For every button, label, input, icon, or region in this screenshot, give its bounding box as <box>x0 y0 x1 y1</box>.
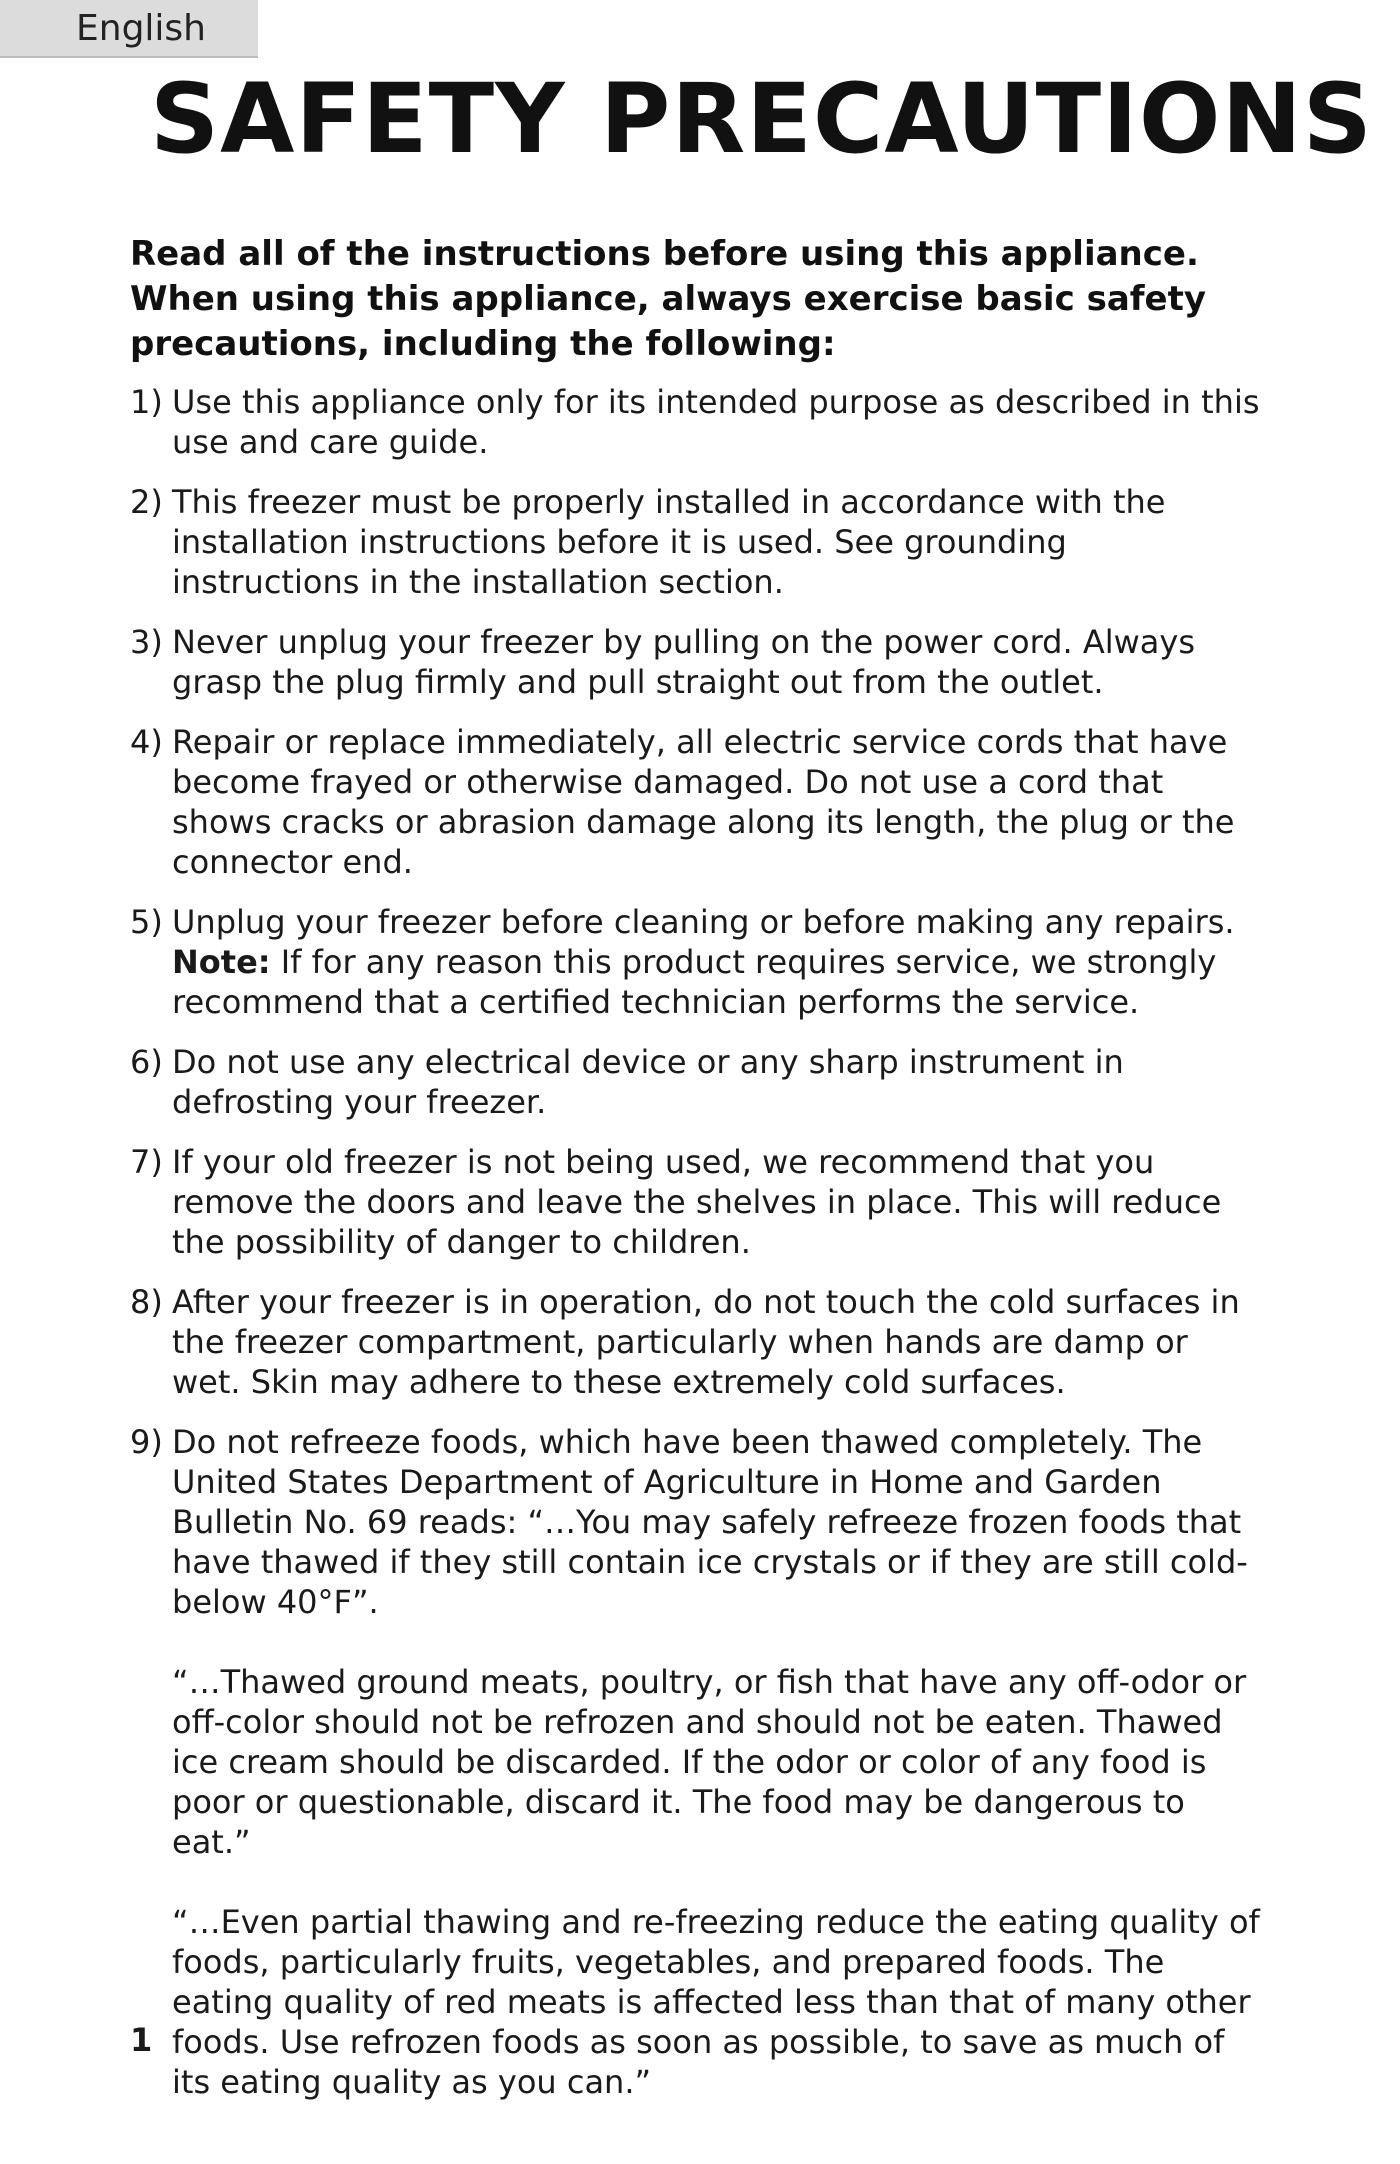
item-text: Repair or replace immediately, all electric service cords that have become frayed or otherwise damaged. Do not use a cord that shows cracks or abrasion damage along its length, the plug or the connector end. <box>172 723 1235 881</box>
item-body <box>172 902 1260 1022</box>
item-number: 6) <box>130 1043 163 1081</box>
item-text: This freezer must be properly installed in accordance with the installation instructions before it is used. See grounding instructions in the installation section. <box>172 483 1166 601</box>
list-item <box>130 902 1260 1022</box>
item-text: Do not refreeze foods, which have been thawed completely. The United States Department of Agriculture in Home and Garden Bulletin No. 69 reads: “…You may safely refreeze frozen foods that have thawed if they still contain ice crystals or if they are still cold-below 40°F”. <box>172 1423 1248 1621</box>
list-item <box>130 1422 1260 2102</box>
item-number: 4) <box>130 723 163 761</box>
list-item <box>130 1042 1260 1122</box>
intro-text: Read all of the instructions before using this appliance. When using this appliance, always exercise basic safety precautions, including the following: <box>130 234 1207 364</box>
item-text: Never unplug your freezer by pulling on the power cord. Always grasp the plug firmly and pull straight out from the outlet. <box>172 623 1195 701</box>
item-number: 3) <box>130 623 163 661</box>
item-number: 1) <box>130 383 163 421</box>
list-item <box>130 622 1260 702</box>
note-label: Note: <box>172 943 271 981</box>
precautions-list <box>130 382 1260 2122</box>
item-number: 8) <box>130 1283 163 1321</box>
item-text: If your old freezer is not being used, we recommend that you remove the doors and leave the shelves in place. This will reduce the possibility of danger to children. <box>172 1143 1222 1261</box>
item-number: 2) <box>130 483 163 521</box>
list-item <box>130 1282 1260 1402</box>
language-tab: English <box>0 0 258 58</box>
item-body <box>172 1422 1260 2102</box>
item-number: 7) <box>130 1143 163 1181</box>
item-text: Use this appliance only for its intended purpose as described in this use and care guide. <box>172 383 1260 461</box>
item-number: 5) <box>130 903 163 941</box>
list-item <box>130 722 1260 882</box>
page-title: SAFETY PRECAUTIONS <box>150 63 1373 175</box>
page-number: 1 <box>130 2021 153 2059</box>
list-item <box>130 382 1260 462</box>
quote-paragraph: “…Thawed ground meats, poultry, or fish that have any off-odor or off-color should not be refrozen and should not be eaten. Thawed ice cream should be discarded. If the odor or color of any food is poor or questionable, discard it. The food may be dangerous to eat.” <box>172 1663 1247 1861</box>
item-text: Unplug your freezer before cleaning or before making any repairs. <box>172 903 1235 941</box>
list-item <box>130 482 1260 602</box>
note-text: If for any reason this product requires service, we strongly recommend that a certified technician performs the service. <box>172 943 1217 1021</box>
list-item <box>130 1142 1260 1262</box>
item-text: Do not use any electrical device or any sharp instrument in defrosting your freezer. <box>172 1043 1124 1121</box>
item-text: After your freezer is in operation, do not touch the cold surfaces in the freezer compartment, particularly when hands are damp or wet. Skin may adhere to these extremely cold surfaces. <box>172 1283 1240 1401</box>
quote-paragraph: “…Even partial thawing and re-freezing reduce the eating quality of foods, particularly fruits, vegetables, and prepared foods. The eating quality of red meats is affected less than that of many other foods. Use refrozen foods as soon as possible, to save as much of its eating quality as you can.” <box>172 1903 1260 2101</box>
item-number: 9) <box>130 1423 163 1461</box>
